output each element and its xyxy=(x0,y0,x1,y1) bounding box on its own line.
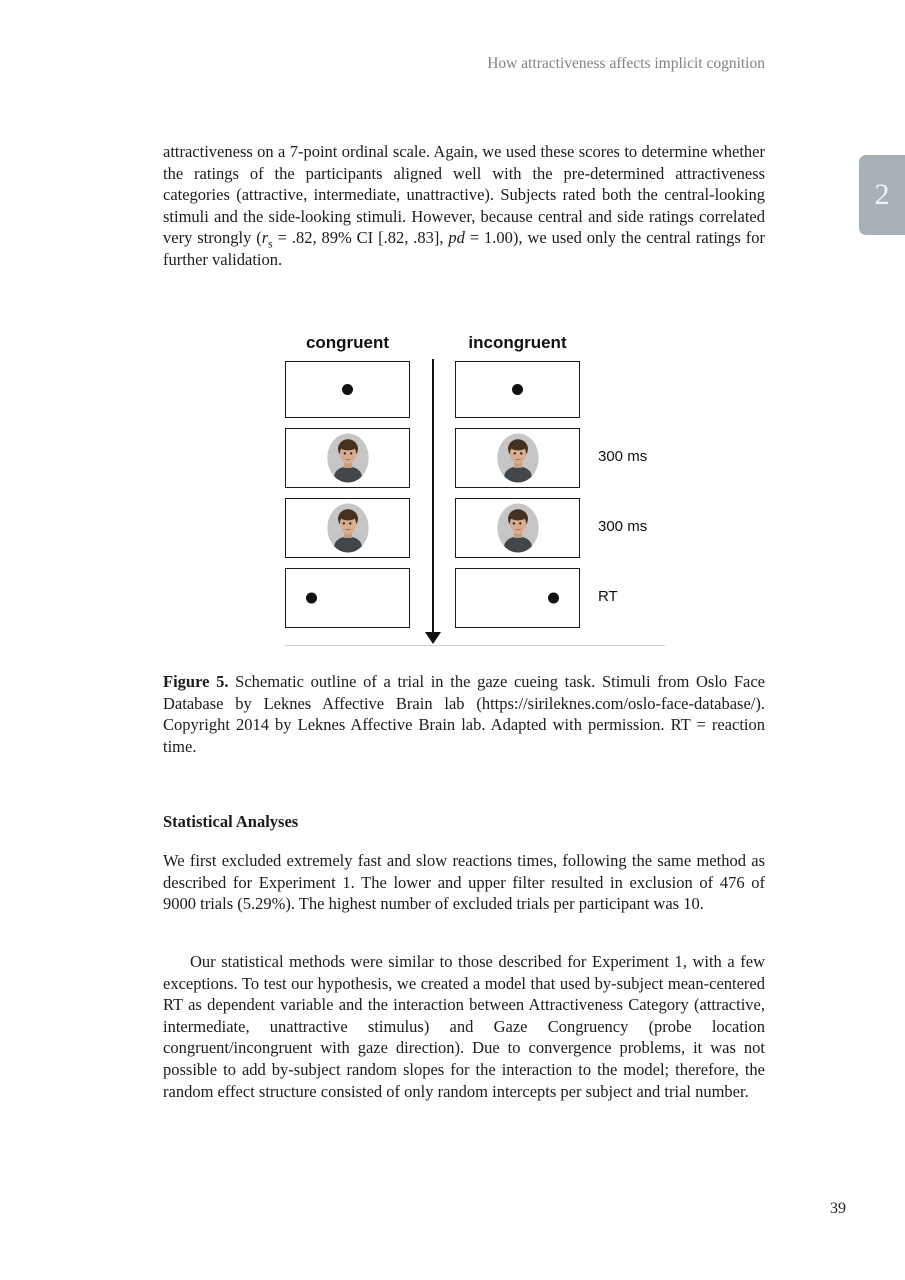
face-stimulus-gaze-icon xyxy=(495,501,541,555)
figure-5-schematic xyxy=(285,333,667,651)
section-heading-statistical-analyses: Statistical Analyses xyxy=(163,812,299,831)
figure-baseline-rule xyxy=(285,645,665,646)
column-label-incongruent: incongruent xyxy=(468,333,567,352)
intro-text-2: = .82, 89% CI [.82, .83], xyxy=(272,228,449,248)
face-stimulus-central-icon xyxy=(495,431,541,485)
trial-box-fixation-congruent xyxy=(285,361,410,418)
trial-box-probe-incongruent xyxy=(455,568,580,628)
probe-dot-left xyxy=(306,593,317,604)
statistical-paragraph-2: Our statistical methods were similar to those described for Experiment 1, with a few exceptions. To test our hypothesis, we created a model that used by-subject mean-centered RT as dependent variable and the interaction between Attractiveness Category (attractive, intermediate, unattractive stimulus) and Gaze Congruency (probe location congruent/incongruent with gaze direction). Due to convergence problems, it was not possible to add by-subject random slopes for the interaction to the model; therefore, the random effect structure consisted of only random intercepts per subject and trial number. xyxy=(163,952,765,1101)
chapter-tab[interactable] xyxy=(859,155,905,235)
trial-box-fixation-incongruent xyxy=(455,361,580,418)
timing-label-rt: RT xyxy=(598,588,618,605)
stat-r-symbol: r xyxy=(261,228,269,248)
timing-label-face-central: 300 ms xyxy=(598,448,648,465)
figure-caption-text: Schematic outline of a trial in the gaze cueing task. Stimuli from Oslo Face Database by Leknes Affective Brain lab (https://sirileknes.com/oslo-face-database/). Copyright 2014 by Leknes Affective Brain lab. Adapted with permission. RT = reaction time. xyxy=(163,672,765,756)
fixation-dot xyxy=(512,384,523,395)
trial-box-face-central-congruent xyxy=(285,428,410,488)
stat-pd-symbol: pd xyxy=(448,228,465,248)
trial-box-face-gaze-incongruent xyxy=(455,498,580,558)
trial-sequence-arrowhead-icon xyxy=(425,632,441,644)
running-head: How attractiveness affects implicit cognition xyxy=(487,55,765,72)
statistical-paragraph-1: We first excluded extremely fast and slow reactions times, following the same method as described for Experiment 1. The lower and upper filter resulted in exclusion of 476 of 9000 trials (5.29%). The highest number of excluded trials per participant was 10. xyxy=(163,851,765,914)
page-number: 39 xyxy=(830,1200,846,1217)
trial-box-probe-congruent xyxy=(285,568,410,628)
trial-box-face-gaze-congruent xyxy=(285,498,410,558)
intro-paragraph xyxy=(163,141,765,271)
figure-caption-label: Figure 5. xyxy=(163,672,229,691)
trial-box-face-central-incongruent xyxy=(455,428,580,488)
timing-label-face-gaze: 300 ms xyxy=(598,518,648,535)
face-stimulus-gaze-icon xyxy=(325,501,371,555)
intro-text-1: attractiveness on a 7-point ordinal scale. Again, we used these scores to determine whether the ratings of the participants aligned well with the pre-determined attractiveness categories (attractive, intermediate, unattractive). Subjects rated both the central-looking stimuli and the side-looking stimuli. However, because central and side ratings correlated very strongly ( xyxy=(163,142,765,248)
intro-text-3: = 1.00), we used only the central ratings for further validation. xyxy=(163,228,765,270)
fixation-dot xyxy=(342,384,353,395)
column-label-congruent: congruent xyxy=(305,333,390,352)
chapter-number: 2 xyxy=(874,178,890,211)
face-stimulus-central-icon xyxy=(325,431,371,485)
figure-caption xyxy=(163,671,765,757)
stat-r-subscript: s xyxy=(268,238,273,251)
probe-dot-right xyxy=(548,593,559,604)
trial-sequence-arrow xyxy=(432,359,434,633)
